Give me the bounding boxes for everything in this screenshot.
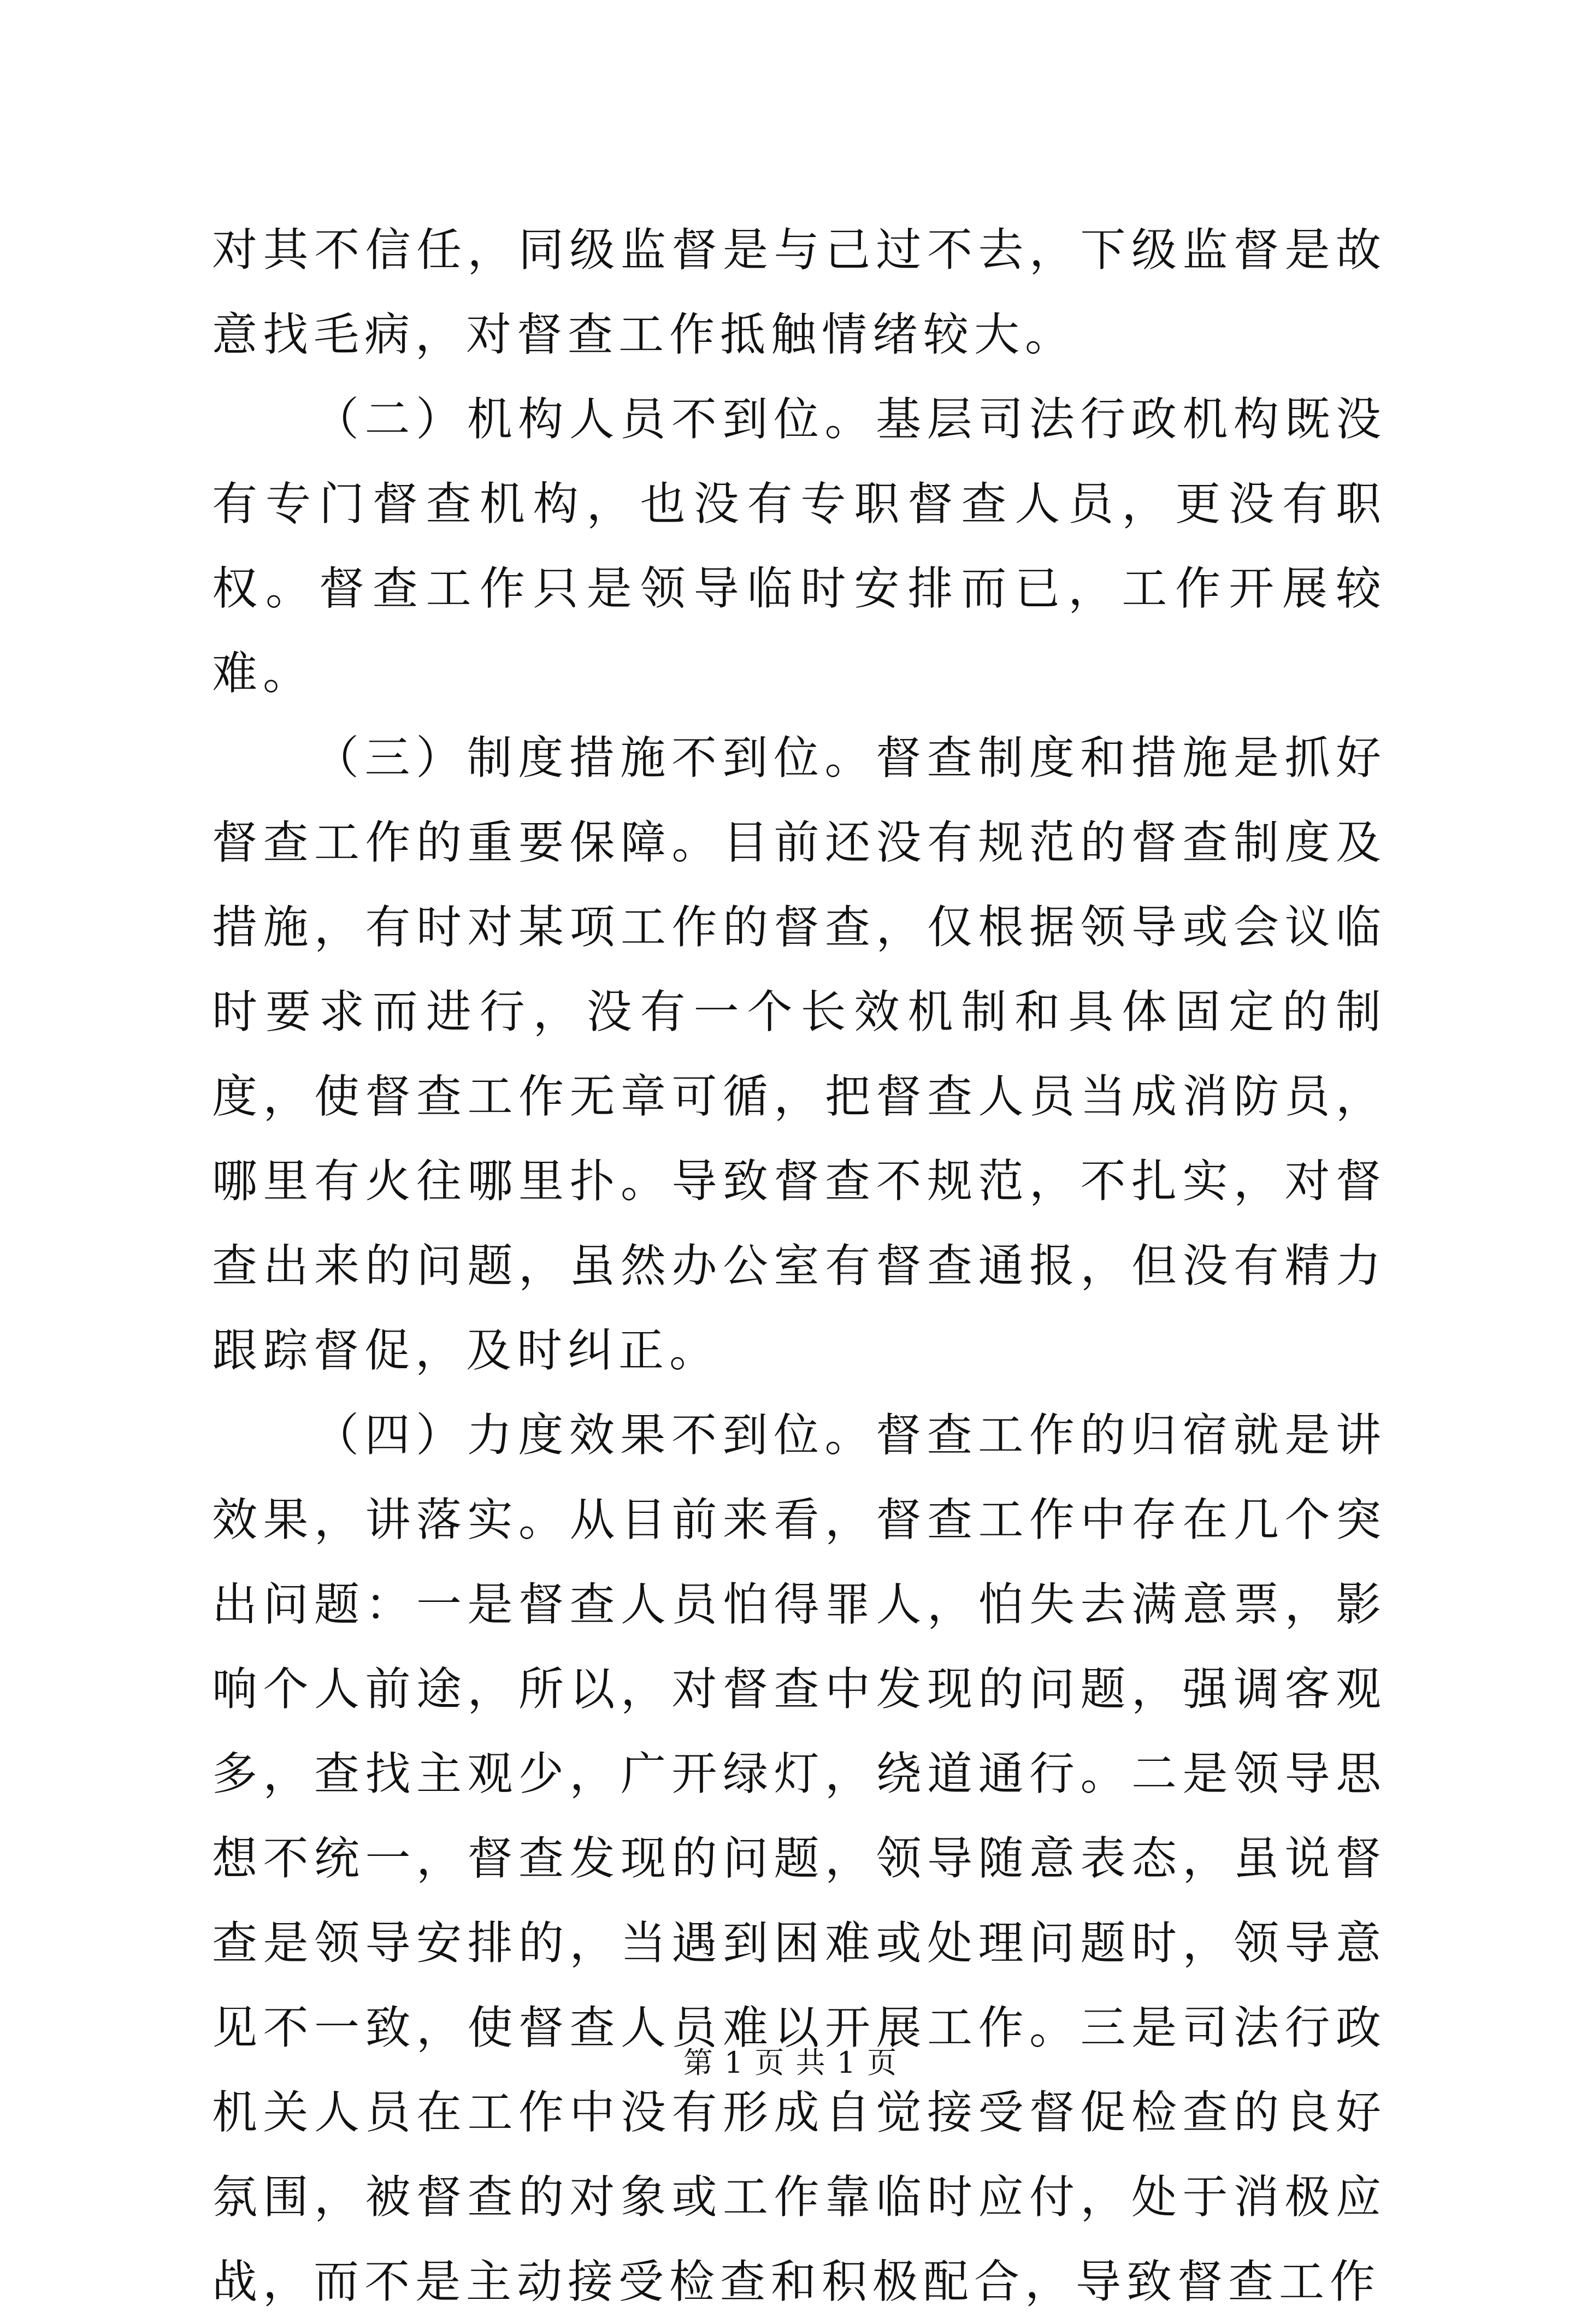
paragraph-section-3: （三）制度措施不到位。督查制度和措施是抓好督查工作的重要保障。目前还没有规范的督查制度及措施，有时对某项工作的督查，仅根据领导或会议临时要求而进行，没有一个长效机制和具体固定的制度，使督查工作无章可循，把督查人员当成消防员，哪里有火往哪里扑。导致督查不规范，不扎实，对督查出来的问题，虽然办公室有督查通报，但没有精力跟踪督促，及时纠正。 bbox=[212, 731, 1387, 1377]
page-number-footer: 第 1 页 共 1 页 bbox=[683, 2045, 898, 2080]
paragraph-continuation: 对其不信任，同级监督是与己过不去，下级监督是故意找毛病，对督查工作抵触情绪较大。 bbox=[212, 223, 1387, 361]
paragraph-section-2: （二）机构人员不到位。基层司法行政机构既没有专门督查机构，也没有专职督查人员，更没有职权。督查工作只是领导临时安排而已，工作开展较难。 bbox=[212, 393, 1387, 700]
paragraph-section-4: （四）力度效果不到位。督查工作的归宿就是讲效果，讲落实。从目前来看，督查工作中存在几个突出问题：一是督查人员怕得罪人，怕失去满意票，影响个人前途，所以，对督查中发现的问题，强调客观多，查找主观少，广开绿灯，绕道通行。二是领导思想不统一，督查发现的问题，领导随意表态，虽说督查是领导安排的，当遇到困难或处理问题时，领导意见不一致，使督查人员难以开展工作。三是司法行政机关人员在工作中没有形成自觉接受督促检查的良好氛围，被督查的对象或工作靠临时应付，处于消极应战，而不是主动接受检查和积极配合，导致督查工作 bbox=[212, 1409, 1387, 2308]
document-body bbox=[212, 208, 1387, 2324]
